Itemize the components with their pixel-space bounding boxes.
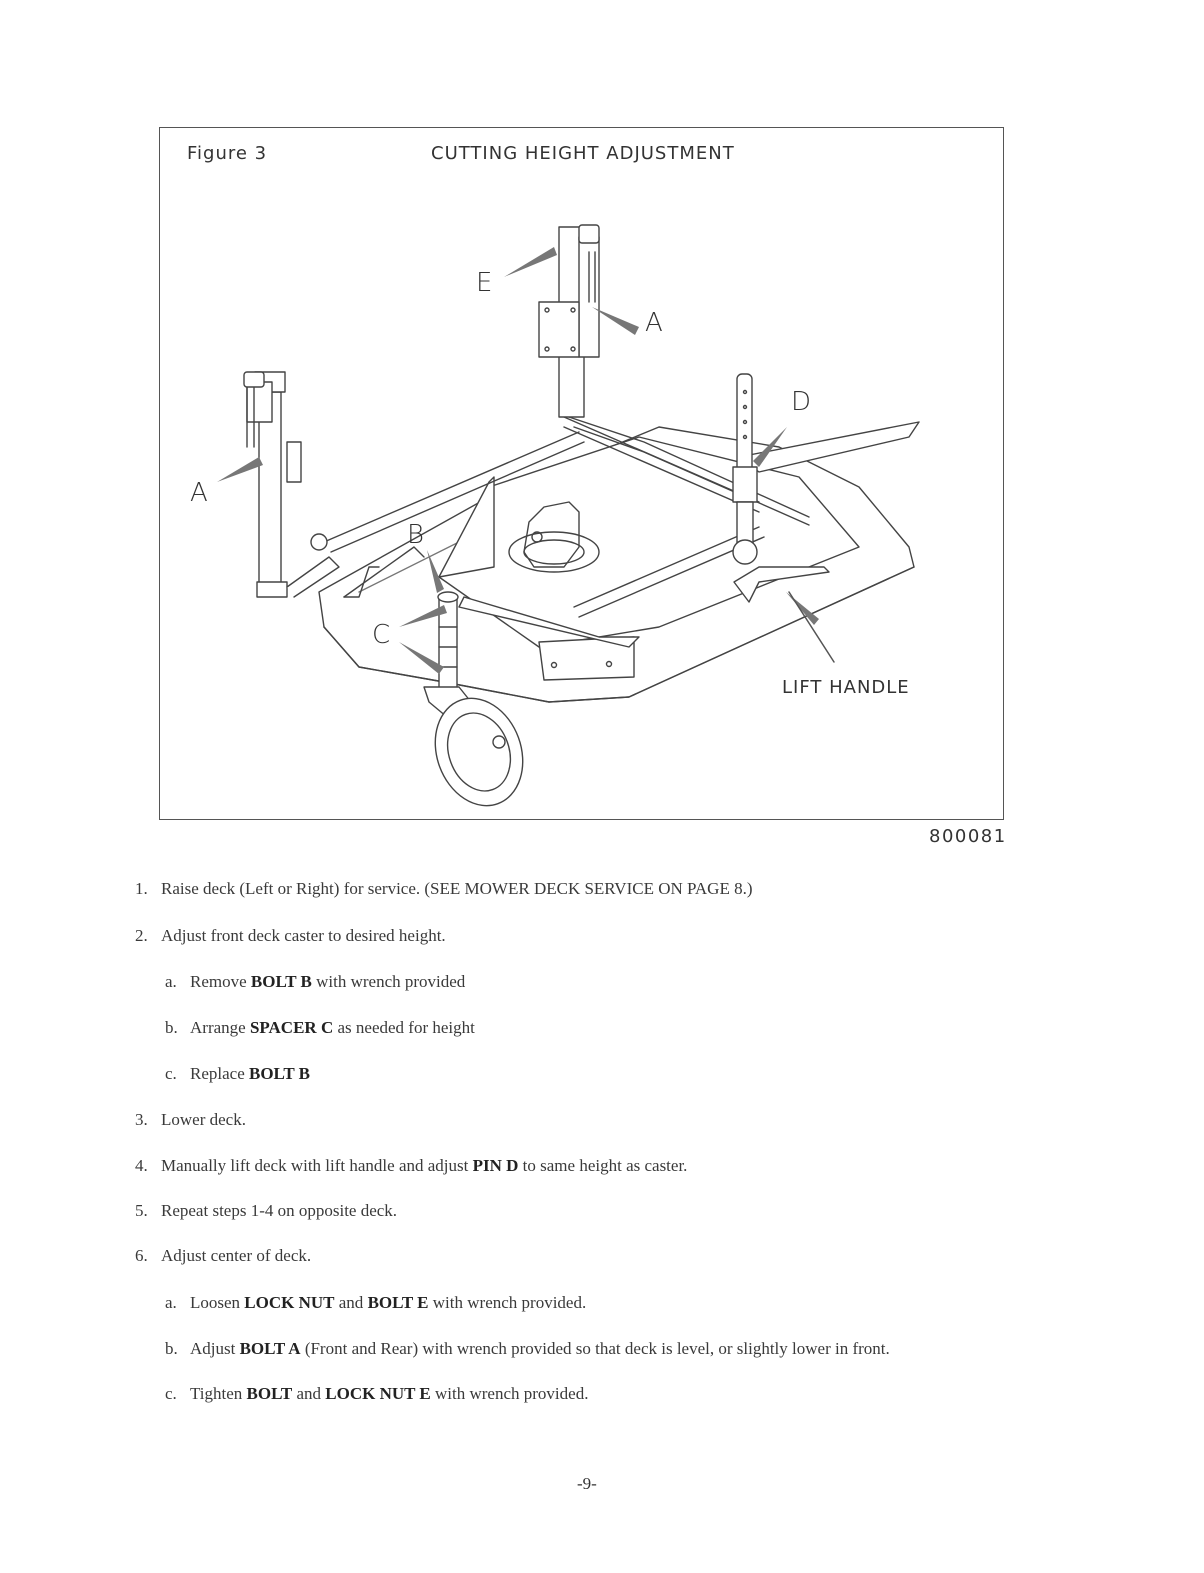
right-pin-post — [733, 374, 757, 564]
step-1: 1. Raise deck (Left or Right) for service. (SEE MOWER DECK SERVICE ON PAGE 8.) — [135, 879, 753, 898]
figure-label: Figure 3 — [187, 143, 268, 164]
left-jack — [244, 372, 339, 597]
callout-a-left: A — [190, 478, 208, 508]
figure-number: 800081 — [929, 826, 1007, 847]
step-6c: c. Tighten BOLT and LOCK NUT E with wrench provided. — [165, 1384, 589, 1403]
step-6b: b. Adjust BOLT A (Front and Rear) with wrench provided so that deck is level, or slightly lower in front. — [165, 1339, 890, 1358]
page-number: -9- — [577, 1474, 597, 1493]
callout-a-top: A — [645, 308, 663, 338]
step-2a: a. Remove BOLT B with wrench provided — [165, 972, 466, 991]
step-2: 2. Adjust front deck caster to desired height. — [135, 926, 446, 945]
step-5: 5. Repeat steps 1-4 on opposite deck. — [135, 1201, 398, 1220]
mower-deck-illustration — [159, 127, 1004, 820]
step-2c: c. Replace BOLT B — [165, 1064, 310, 1083]
callout-e: E — [476, 268, 493, 298]
step-6: 6. Adjust center of deck. — [135, 1246, 312, 1265]
step-6a: a. Loosen LOCK NUT and BOLT E with wrench provided. — [165, 1293, 587, 1312]
arrow-a-left — [217, 457, 263, 482]
step-4: 4. Manually lift deck with lift handle and adjust PIN D to same height as caster. — [135, 1156, 688, 1175]
callout-d: D — [791, 387, 812, 417]
arrow-e — [504, 247, 557, 277]
figure-title: CUTTING HEIGHT ADJUSTMENT — [431, 143, 735, 164]
step-2b: b. Arrange SPACER C as needed for height — [165, 1018, 475, 1037]
callout-c: C — [372, 620, 391, 650]
callout-b: B — [407, 520, 425, 550]
step-3: 3. Lower deck. — [135, 1110, 246, 1129]
lift-handle-label: LIFT HANDLE — [782, 677, 910, 698]
